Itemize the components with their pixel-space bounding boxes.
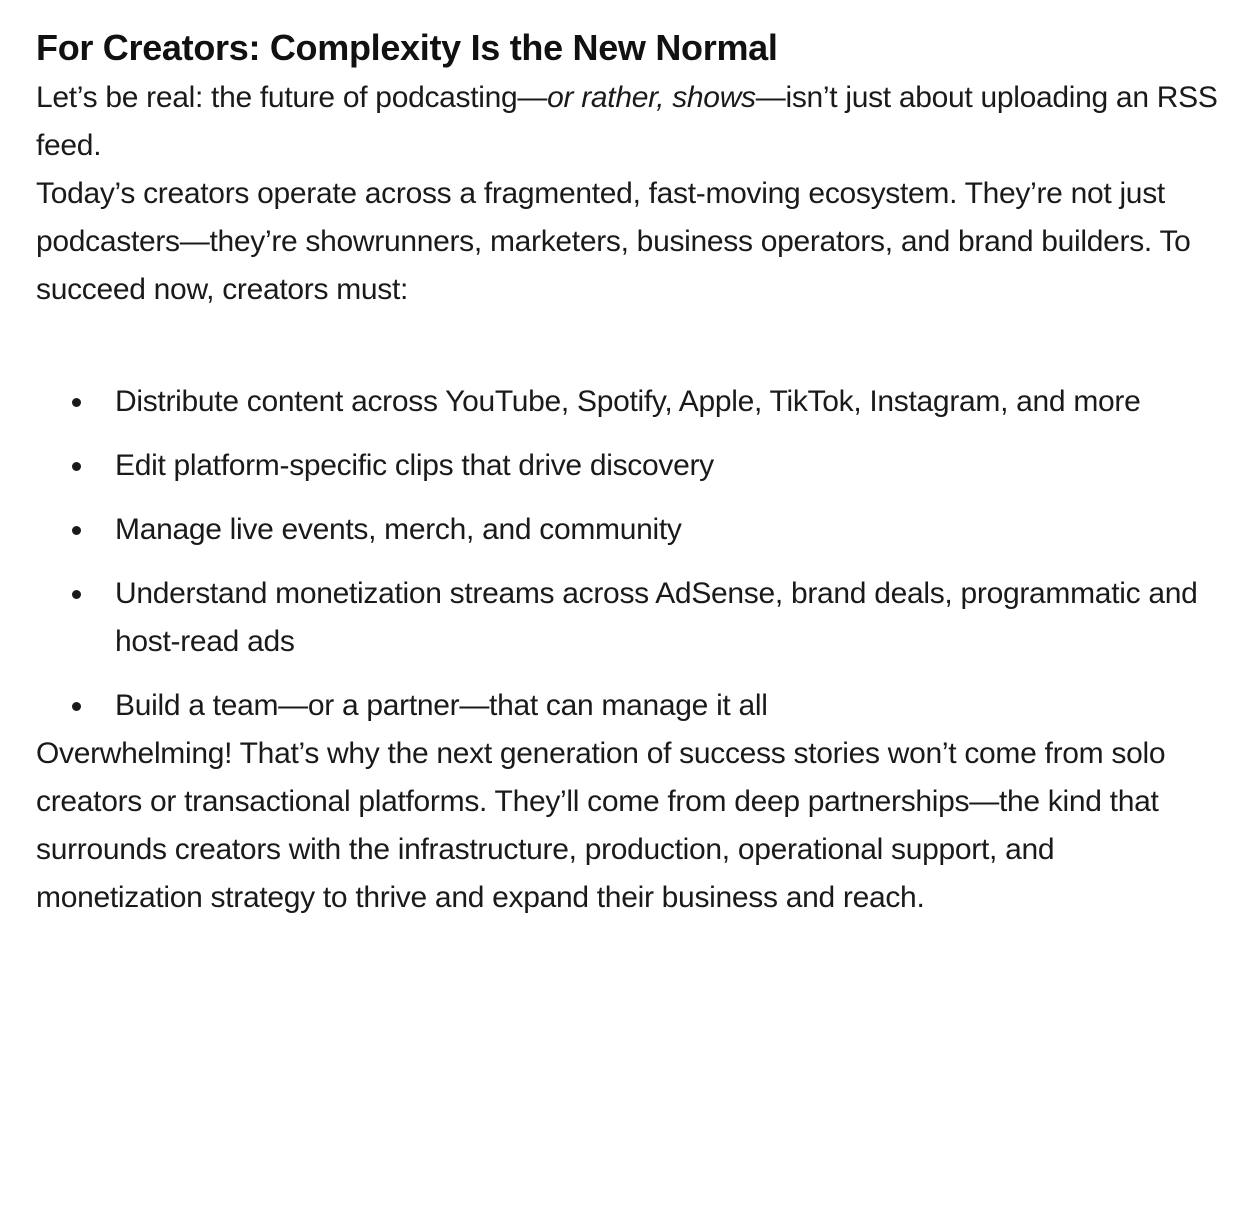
list-item	[36, 682, 1218, 730]
list-item	[36, 570, 1218, 666]
conclusion-paragraph: Overwhelming! That’s why the next generation of success stories won’t come from solo creators or transactional platforms. They’ll come from deep partnerships—the kind that surrounds creators with the infrastructure, production, operational support, and monetization strategy to thrive and expand their business and reach.	[36, 737, 1166, 914]
article-title: For Creators: Complexity Is the New Normal	[36, 27, 778, 68]
requirements-list	[36, 378, 1218, 730]
list-item-text: Distribute content across YouTube, Spotify, Apple, TikTok, Instagram, and more	[115, 385, 1141, 418]
bullet-icon	[72, 526, 81, 535]
list-item	[36, 442, 1218, 490]
list-item-text: Build a team—or a partner—that can manage it all	[115, 689, 768, 722]
list-item	[36, 506, 1218, 554]
intro-emphasis: or rather, shows	[547, 81, 756, 114]
list-item	[36, 378, 1218, 426]
list-item-text: Edit platform-specific clips that drive discovery	[115, 449, 714, 482]
bullet-icon	[72, 398, 81, 407]
intro-text-end: —isn’t just about uploading an RSS feed.	[36, 81, 1218, 162]
intro-paragraph	[36, 74, 1218, 170]
list-item-text: Understand monetization streams across AdSense, brand deals, programmatic and host-read ads	[115, 577, 1198, 658]
context-paragraph: Today’s creators operate across a fragmented, fast-moving ecosystem. They’re not just podcasters—they’re showrunners, marketers, business operators, and brand builders. To succeed now, creators must:	[36, 177, 1191, 306]
bullet-icon	[72, 590, 81, 599]
intro-text-start: Let’s be real: the future of podcasting—	[36, 81, 548, 114]
bullet-icon	[72, 462, 81, 471]
list-item-text: Manage live events, merch, and community	[115, 513, 682, 546]
bullet-icon	[72, 702, 81, 711]
